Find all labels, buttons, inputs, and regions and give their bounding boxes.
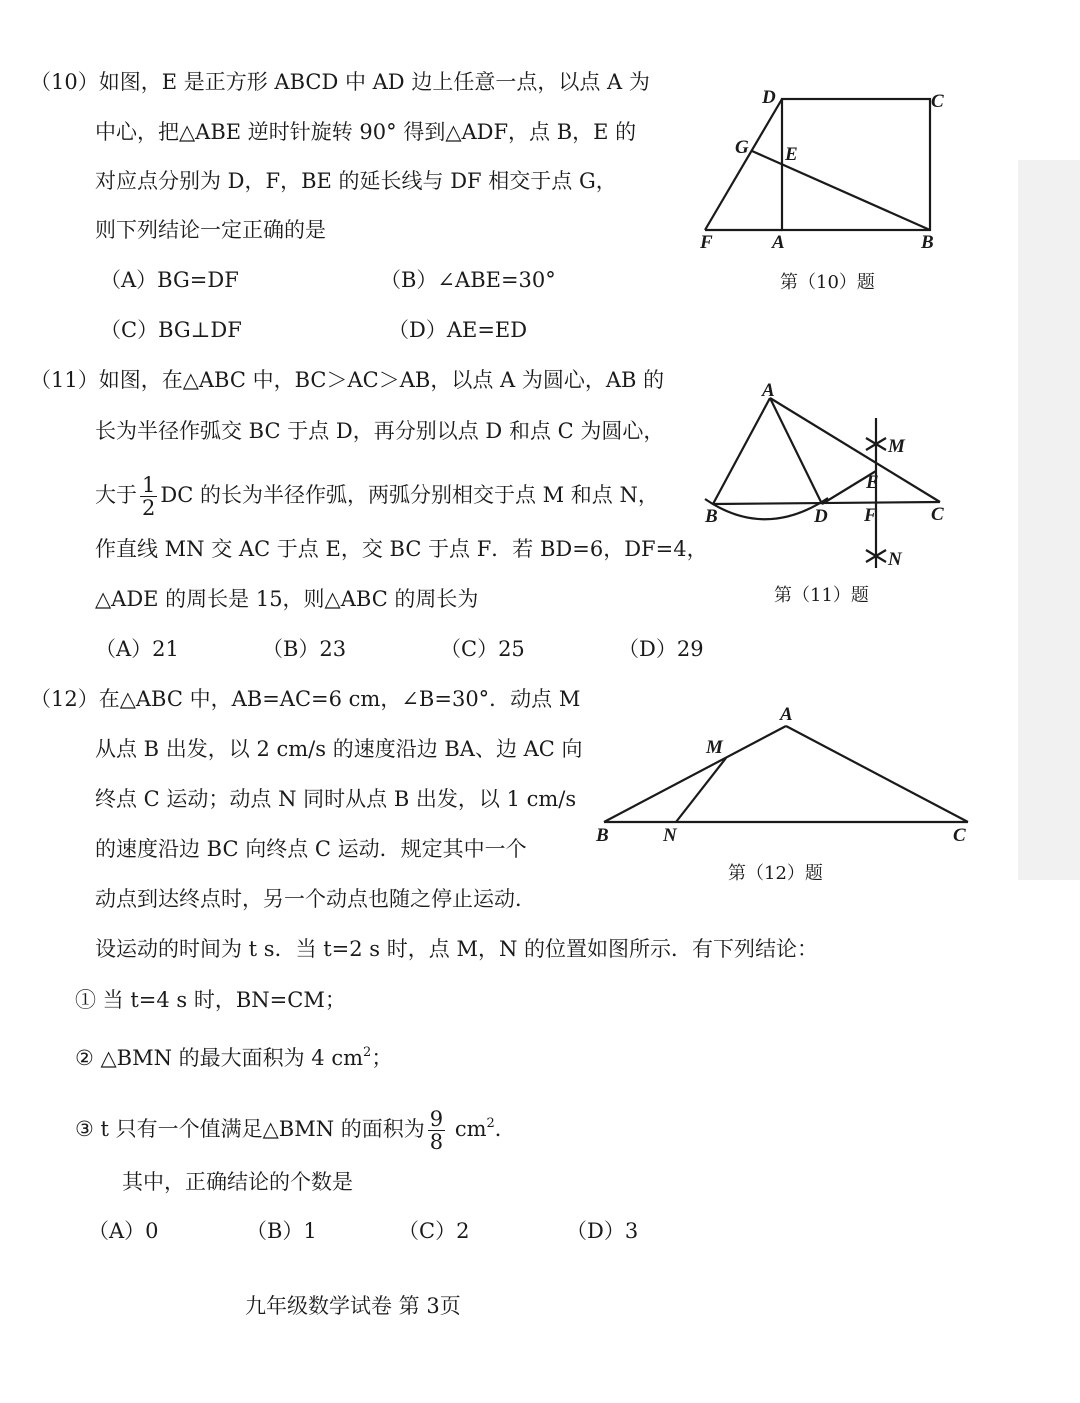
q11-line-3-post: DC 的长为半径作弧，两弧分别相交于点 M 和点 N， xyxy=(160,483,659,507)
q11-label-m: M xyxy=(888,436,905,457)
q12-label-b: B xyxy=(596,825,609,846)
q11-caption: 第（11）题 xyxy=(774,585,869,606)
q12-conclusion-2-text: ② △BMN 的最大面积为 4 cm xyxy=(75,1046,364,1070)
q12-label-m: M xyxy=(706,737,723,758)
q10-option-d: （D）AE=ED xyxy=(388,318,528,342)
q12-line-6: 设运动的时间为 t s．当 t=2 s 时，点 M，N 的位置如图所示．有下列结论： xyxy=(95,937,818,961)
q12-line-1: （12）在△ABC 中，AB=AC=6 cm，∠B=30°．动点 M xyxy=(30,687,581,711)
q12-label-a: A xyxy=(780,704,793,725)
q12-option-c: （C）2 xyxy=(398,1219,470,1243)
q12-conclusion-2-sup: 2 xyxy=(363,1045,372,1060)
q11-option-d: （D）29 xyxy=(618,637,704,661)
q12-conclusion-2-end: ； xyxy=(371,1046,393,1070)
q10-caption: 第（10）题 xyxy=(780,272,875,293)
q12-conclusion-1: ① 当 t=4 s 时，BN=CM； xyxy=(75,988,346,1012)
q11-line-5: △ADE 的周长是 15，则△ABC 的周长为 xyxy=(95,587,479,611)
q10-option-c: （C）BG⊥DF xyxy=(100,318,242,342)
q11-option-c: （C）25 xyxy=(440,637,525,661)
q12-conclusion-3 xyxy=(75,1108,516,1153)
q11-label-a: A xyxy=(762,380,775,401)
q12-conclusion-3-unit: cm xyxy=(454,1117,487,1141)
q10-option-b: （B）∠ABE=30° xyxy=(380,268,556,292)
q10-line-3: 对应点分别为 D，F，BE 的延长线与 DF 相交于点 G， xyxy=(95,169,617,193)
q11-fraction-num: 1 xyxy=(142,473,156,497)
q12-line-5: 动点到达终点时，另一个动点也随之停止运动． xyxy=(95,887,536,911)
q10-label-g: G xyxy=(735,137,749,158)
q11-label-d: D xyxy=(814,506,828,527)
q11-label-f: F xyxy=(864,505,877,526)
segment-ac xyxy=(786,726,968,822)
q11-option-a: （A）21 xyxy=(95,637,179,661)
q12-label-n: N xyxy=(663,825,677,846)
q11-label-c: C xyxy=(931,504,944,525)
q10-label-c: C xyxy=(931,91,944,112)
q12-line-3: 终点 C 运动；动点 N 同时从点 B 出发，以 1 cm/s xyxy=(95,787,577,811)
q11-line-4: 作直线 MN 交 AC 于点 E，交 BC 于点 F．若 BD=6，DF=4， xyxy=(95,537,708,561)
q12-conclusion-3-pre: ③ t 只有一个值满足△BMN 的面积为 xyxy=(75,1117,425,1141)
segment-mn xyxy=(676,758,726,822)
q11-option-b: （B）23 xyxy=(262,637,347,661)
q10-line-1: （10）如图，E 是正方形 ABCD 中 AD 边上任意一点，以点 A 为 xyxy=(30,70,650,94)
q10-option-a: （A）BG=DF xyxy=(100,268,239,292)
q12-fraction xyxy=(428,1108,445,1153)
q12-caption: 第（12）题 xyxy=(728,863,823,884)
q12-conclusion-3-end: ． xyxy=(494,1117,516,1141)
q12-line-2: 从点 B 出发，以 2 cm/s 的速度沿边 BA、边 AC 向 xyxy=(95,737,583,761)
q12-line-4: 的速度沿边 BC 向终点 C 运动．规定其中一个 xyxy=(95,837,527,861)
q11-label-b: B xyxy=(705,506,718,527)
q11-line-3-pre: 大于 xyxy=(95,483,137,507)
q11-line-2: 长为半径作弧交 BC 于点 D，再分别以点 D 和点 C 为圆心， xyxy=(95,419,665,443)
q12-conclusion-3-sup: 2 xyxy=(486,1116,495,1131)
q12-question: 其中，正确结论的个数是 xyxy=(122,1170,353,1194)
segment-ba xyxy=(604,726,786,822)
q10-label-b: B xyxy=(921,232,934,253)
q11-fraction-den: 2 xyxy=(142,496,156,520)
q11-label-e: E xyxy=(866,472,879,493)
q11-line-1: （11）如图，在△ABC 中，BC＞AC＞AB，以点 A 为圆心，AB 的 xyxy=(30,368,665,392)
q12-option-d: （D）3 xyxy=(566,1219,639,1243)
page-footer: 九年级数学试卷 第 3页 xyxy=(245,1294,461,1318)
q12-conclusion-2 xyxy=(75,1044,392,1072)
q10-label-f: F xyxy=(700,232,713,253)
q12-label-c: C xyxy=(953,825,966,846)
q12-fraction-den: 8 xyxy=(429,1130,444,1154)
q12-fraction-num: 9 xyxy=(429,1107,444,1131)
q10-label-d: D xyxy=(762,87,776,108)
q11-label-n: N xyxy=(888,549,902,570)
q10-label-e: E xyxy=(785,144,798,165)
q10-line-2: 中心，把△ABE 逆时针旋转 90° 得到△ADF，点 B，E 的 xyxy=(95,120,637,144)
q12-option-a: （A）0 xyxy=(88,1219,159,1243)
q10-label-a: A xyxy=(772,232,785,253)
q12-option-b: （B）1 xyxy=(246,1219,317,1243)
q10-line-4: 则下列结论一定正确的是 xyxy=(95,218,326,242)
